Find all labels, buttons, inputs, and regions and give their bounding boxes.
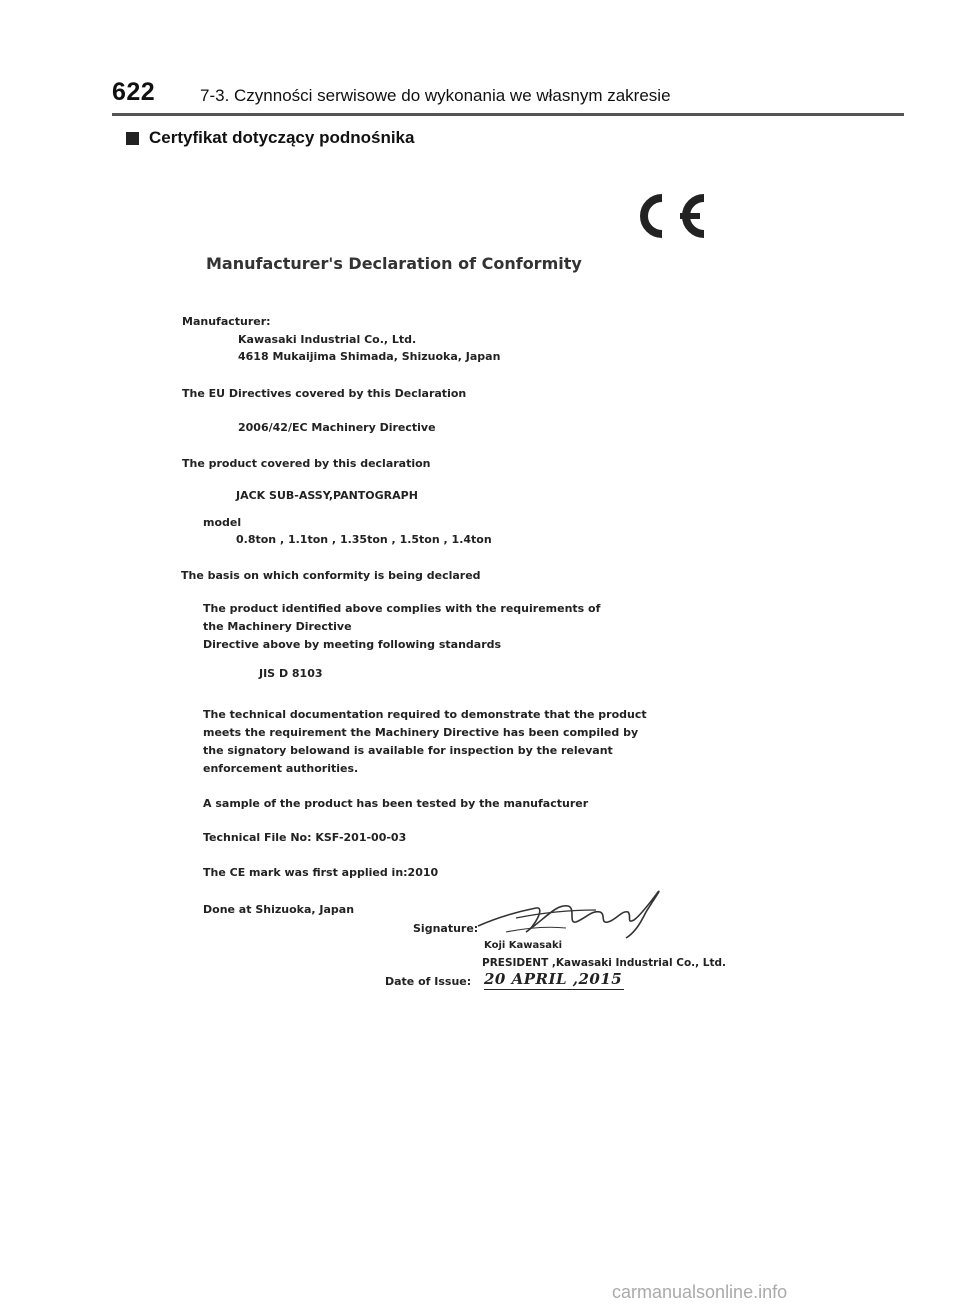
manufacturer-name: Kawasaki Industrial Co., Ltd. <box>238 333 417 346</box>
product-value: JACK SUB-ASSY,PANTOGRAPH <box>236 489 418 502</box>
signatory-name: Koji Kawasaki <box>484 940 563 951</box>
basis-line: The product identified above complies with the requirements of <box>203 602 601 615</box>
signatory-title: PRESIDENT ,Kawasaki Industrial Co., Ltd. <box>482 957 727 969</box>
manufacturer-label: Manufacturer: <box>182 315 271 328</box>
standard-value: JIS D 8103 <box>259 667 323 680</box>
product-label: The product covered by this declaration <box>182 457 431 470</box>
documentation-line: meets the requirement the Machinery Directive has been compiled by <box>203 726 639 739</box>
technical-file-text: Technical File No: KSF-201-00-03 <box>203 831 407 844</box>
model-values: 0.8ton , 1.1ton , 1.35ton , 1.5ton , 1.4ton <box>236 533 492 546</box>
page-number: 622 <box>112 78 156 106</box>
manufacturer-address: 4618 Mukaijima Shimada, Shizuoka, Japan <box>238 350 501 363</box>
declaration-title: Manufacturer's Declaration of Conformity <box>206 254 582 273</box>
signature-label: Signature: <box>413 922 479 935</box>
documentation-line: The technical documentation required to demonstrate that the product <box>203 708 647 721</box>
documentation-line: enforcement authorities. <box>203 762 359 775</box>
directive-value: 2006/42/EC Machinery Directive <box>238 421 436 434</box>
done-at-text: Done at Shizuoka, Japan <box>203 903 355 916</box>
date-label: Date of Issue: <box>385 975 472 988</box>
ce-mark-icon <box>628 190 710 242</box>
ce-first-applied-text: The CE mark was first applied in:2010 <box>203 866 439 879</box>
handwritten-signature <box>476 888 666 948</box>
documentation-line: the signatory belowand is available for inspection by the relevant <box>203 744 613 757</box>
basis-label: The basis on which conformity is being declared <box>181 569 481 582</box>
directives-label: The EU Directives covered by this Declaration <box>182 387 467 400</box>
basis-line: the Machinery Directive <box>203 620 352 633</box>
section-heading-text: Certyfikat dotyczący podnośnika <box>149 128 415 147</box>
date-of-issue-value: 20 APRIL ,2015 <box>484 970 623 988</box>
basis-line: Directive above by meeting following standards <box>203 638 502 651</box>
sample-tested-text: A sample of the product has been tested by the manufacturer <box>203 797 589 810</box>
model-label: model <box>203 516 242 529</box>
watermark: carmanualsonline.info <box>612 1282 788 1302</box>
chapter-title: 7-3. Czynności serwisowe do wykonania we własnym zakresie <box>200 86 671 105</box>
